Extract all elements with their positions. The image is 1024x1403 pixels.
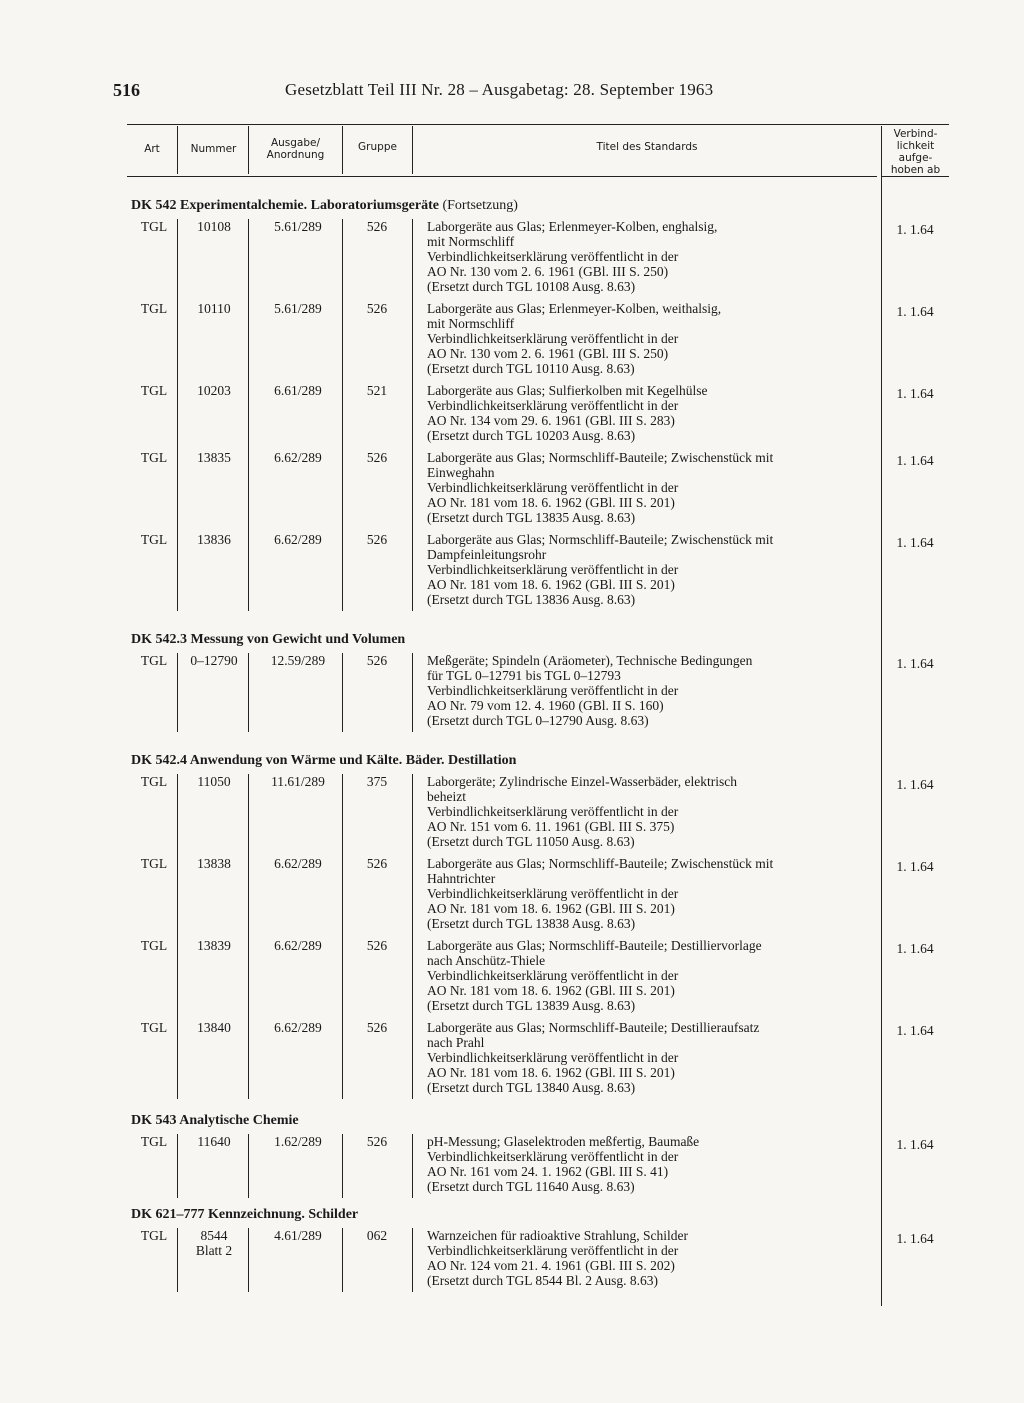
nummer-cell (179, 450, 249, 465)
ausgabe-cell: 6.62/289 (274, 1020, 322, 1035)
gruppe-cell: 526 (366, 301, 388, 316)
title-line: (Ersetzt durch TGL 11050 Ausg. 8.63) (427, 834, 635, 849)
col-divider (412, 219, 413, 611)
section-continuation: (Fortsetzung) (442, 198, 518, 213)
nummer-cell (179, 383, 249, 398)
col-divider (248, 1134, 249, 1198)
nummer-cell (179, 653, 249, 668)
col-divider (412, 1228, 413, 1292)
date-cell: 1. 1.64 (896, 222, 934, 237)
date-cell: 1. 1.64 (896, 777, 934, 792)
title-line: AO Nr. 151 vom 6. 11. 1961 (GBl. III S. 375) (427, 819, 675, 834)
section-title-text: DK 621–777 Kennzeichnung. Schilder (131, 1207, 359, 1222)
nummer-cell (179, 856, 249, 871)
title-line: Laborgeräte; Zylindrische Einzel-Wasserbäder, elektrisch (427, 774, 737, 789)
nummer-line: 13836 (197, 532, 231, 547)
col-divider (342, 219, 343, 611)
gruppe-cell: 375 (366, 774, 388, 789)
title-line: Verbindlichkeitserklärung veröffentlicht in der (427, 398, 679, 413)
section-title (131, 198, 518, 214)
art-cell: TGL (140, 450, 168, 465)
gruppe-cell: 526 (366, 1020, 388, 1035)
title-line: Verbindlichkeitserklärung veröffentlicht in der (427, 480, 679, 495)
title-line: Verbindlichkeitserklärung veröffentlicht in der (427, 1050, 679, 1065)
date-cell: 1. 1.64 (896, 453, 934, 468)
col-header-verbindlich-line: hoben ab (890, 164, 941, 176)
col-divider (177, 774, 178, 1099)
ausgabe-cell: 6.62/289 (274, 938, 322, 953)
art-cell: TGL (140, 774, 168, 789)
title-cell (427, 383, 887, 443)
ausgabe-cell: 6.62/289 (274, 450, 322, 465)
title-line: nach Anschütz-Thiele (427, 953, 546, 968)
col-divider (177, 653, 178, 732)
title-line: AO Nr. 181 vom 18. 6. 1962 (GBl. III S. 201) (427, 495, 675, 510)
title-line: Warnzeichen für radioaktive Strahlung, Schilder (427, 1228, 688, 1243)
date-cell: 1. 1.64 (896, 304, 934, 319)
col-divider (248, 774, 249, 1099)
table-header-rule (127, 176, 877, 177)
section-title-text: DK 542 Experimentalchemie. Laboratoriumsgeräte (131, 198, 439, 213)
col-header-ausgabe-line: Anordnung (266, 149, 325, 161)
title-cell (427, 774, 887, 849)
title-line: AO Nr. 130 vom 2. 6. 1961 (GBl. III S. 250) (427, 346, 669, 361)
title-line: beheizt (427, 789, 466, 804)
nummer-line: 13840 (197, 1020, 231, 1035)
col-header-ausgabe-line: Ausgabe/ (270, 137, 321, 149)
ausgabe-cell: 12.59/289 (270, 653, 326, 668)
page-header (113, 80, 954, 106)
col-divider (248, 653, 249, 732)
title-line: Laborgeräte aus Glas; Normschliff-Bauteile; Zwischenstück mit (427, 450, 774, 465)
art-cell: TGL (140, 653, 168, 668)
title-line: AO Nr. 181 vom 18. 6. 1962 (GBl. III S. 201) (427, 577, 675, 592)
title-cell (427, 450, 887, 525)
title-line: (Ersetzt durch TGL 13839 Ausg. 8.63) (427, 998, 636, 1013)
title-line: Verbindlichkeitserklärung veröffentlicht in der (427, 249, 679, 264)
title-line: AO Nr. 181 vom 18. 6. 1962 (GBl. III S. 201) (427, 901, 675, 916)
title-line: (Ersetzt durch TGL 13836 Ausg. 8.63) (427, 592, 636, 607)
nummer-line: 10108 (197, 219, 231, 234)
col-divider (412, 1134, 413, 1198)
art-cell: TGL (140, 532, 168, 547)
section-title (131, 1113, 299, 1129)
art-cell: TGL (140, 938, 168, 953)
col-header-gruppe: Gruppe (358, 141, 397, 153)
title-line: Verbindlichkeitserklärung veröffentlicht in der (427, 1243, 679, 1258)
nummer-cell (179, 1228, 249, 1258)
title-line: (Ersetzt durch TGL 10110 Ausg. 8.63) (427, 361, 635, 376)
title-cell (427, 1228, 887, 1288)
col-divider (177, 126, 178, 174)
title-line: (Ersetzt durch TGL 11640 Ausg. 8.63) (427, 1179, 635, 1194)
nummer-cell (179, 1134, 249, 1149)
nummer-cell (179, 938, 249, 953)
gruppe-cell: 526 (366, 450, 388, 465)
ausgabe-cell: 6.61/289 (274, 383, 322, 398)
section-title (131, 1207, 358, 1223)
standards-table (127, 124, 949, 1304)
title-line: Laborgeräte aus Glas; Normschliff-Bauteile; Destillieraufsatz (427, 1020, 760, 1035)
ausgabe-cell: 6.62/289 (274, 856, 322, 871)
title-cell (427, 532, 887, 607)
col-header-verbindlich-rule (881, 176, 949, 177)
title-line: mit Normschliff (427, 316, 515, 331)
title-line: AO Nr. 124 vom 21. 4. 1961 (GBl. III S. 202) (427, 1258, 675, 1273)
title-line: (Ersetzt durch TGL 8544 Bl. 2 Ausg. 8.63) (427, 1273, 658, 1288)
ausgabe-cell: 6.62/289 (274, 532, 322, 547)
nummer-line: 13835 (197, 450, 231, 465)
ausgabe-cell: 4.61/289 (274, 1228, 322, 1243)
art-cell: TGL (140, 856, 168, 871)
title-line: Laborgeräte aus Glas; Erlenmeyer-Kolben, enghalsig, (427, 219, 718, 234)
title-line: Laborgeräte aus Glas; Normschliff-Bauteile; Destilliervorlage (427, 938, 762, 953)
title-cell (427, 938, 887, 1013)
title-line: AO Nr. 161 vom 24. 1. 1962 (GBl. III S. 41) (427, 1164, 669, 1179)
col-divider (342, 653, 343, 732)
date-cell: 1. 1.64 (896, 1231, 934, 1246)
gruppe-cell: 526 (366, 856, 388, 871)
title-line: Laborgeräte aus Glas; Normschliff-Bauteile; Zwischenstück mit (427, 532, 774, 547)
col-header-verbindlich (882, 128, 949, 176)
nummer-line: 13838 (197, 856, 231, 871)
nummer-cell (179, 1020, 249, 1035)
nummer-line: Blatt 2 (195, 1243, 233, 1258)
title-line: für TGL 0–12791 bis TGL 0–12793 (427, 668, 621, 683)
title-line: Verbindlichkeitserklärung veröffentlicht in der (427, 968, 679, 983)
title-line: AO Nr. 181 vom 18. 6. 1962 (GBl. III S. 201) (427, 983, 675, 998)
nummer-line: 8544 (200, 1228, 228, 1243)
date-cell: 1. 1.64 (896, 386, 934, 401)
nummer-line: 0–12790 (190, 653, 238, 668)
ausgabe-cell: 5.61/289 (274, 219, 322, 234)
title-cell (427, 1134, 887, 1194)
title-line: AO Nr. 130 vom 2. 6. 1961 (GBl. III S. 250) (427, 264, 669, 279)
gruppe-cell: 526 (366, 938, 388, 953)
col-divider (342, 1134, 343, 1198)
nummer-line: 10203 (197, 383, 231, 398)
section-title-text: DK 542.4 Anwendung von Wärme und Kälte. Bäder. Destillation (131, 753, 517, 768)
ausgabe-cell: 5.61/289 (274, 301, 322, 316)
section-title (131, 632, 405, 648)
title-line: Verbindlichkeitserklärung veröffentlicht in der (427, 331, 679, 346)
title-cell (427, 653, 887, 728)
col-divider (342, 774, 343, 1099)
title-line: (Ersetzt durch TGL 13835 Ausg. 8.63) (427, 510, 636, 525)
title-line: Laborgeräte aus Glas; Sulfierkolben mit Kegelhülse (427, 383, 708, 398)
col-divider (248, 219, 249, 611)
gruppe-cell: 062 (366, 1228, 388, 1243)
col-header-art: Art (144, 143, 160, 155)
title-line: AO Nr. 181 vom 18. 6. 1962 (GBl. III S. 201) (427, 1065, 675, 1080)
title-line: (Ersetzt durch TGL 10203 Ausg. 8.63) (427, 428, 636, 443)
section-title (131, 753, 516, 769)
title-cell (427, 856, 887, 931)
nummer-line: 11050 (197, 774, 231, 789)
title-line: pH-Messung; Glaselektroden meßfertig, Baumaße (427, 1134, 700, 1149)
nummer-cell (179, 774, 249, 789)
col-divider (177, 219, 178, 611)
col-header-verbindlich-line: aufge- (898, 152, 933, 164)
title-line: Dampfeinleitungsrohr (427, 547, 547, 562)
nummer-line: 11640 (197, 1134, 231, 1149)
title-cell (427, 301, 887, 376)
title-line: (Ersetzt durch TGL 13840 Ausg. 8.63) (427, 1080, 636, 1095)
page-number: 516 (113, 80, 140, 100)
gruppe-cell: 526 (366, 653, 388, 668)
art-cell: TGL (140, 383, 168, 398)
title-line: Meßgeräte; Spindeln (Aräometer), Technische Bedingungen (427, 653, 753, 668)
ausgabe-cell: 1.62/289 (274, 1134, 322, 1149)
col-divider (248, 1228, 249, 1292)
title-line: (Ersetzt durch TGL 0–12790 Ausg. 8.63) (427, 713, 649, 728)
gruppe-cell: 521 (366, 383, 388, 398)
title-cell (427, 1020, 887, 1095)
art-cell: TGL (140, 1228, 168, 1243)
col-divider (177, 1228, 178, 1292)
date-cell: 1. 1.64 (896, 535, 934, 550)
ausgabe-cell: 11.61/289 (271, 774, 325, 789)
title-cell (427, 219, 887, 294)
col-header-ausgabe (249, 137, 342, 161)
art-cell: TGL (140, 219, 168, 234)
col-header-verbindlich-line: Verbind- (893, 128, 938, 140)
nummer-cell (179, 532, 249, 547)
gruppe-cell: 526 (366, 219, 388, 234)
gazette-title: Gesetzblatt Teil III Nr. 28 – Ausgabetag: 28. September 1963 (285, 80, 714, 99)
col-divider (412, 774, 413, 1099)
title-line: Verbindlichkeitserklärung veröffentlicht in der (427, 683, 679, 698)
section-title-text: DK 543 Analytische Chemie (131, 1113, 299, 1128)
title-line: mit Normschliff (427, 234, 515, 249)
section-title-text: DK 542.3 Messung von Gewicht und Volumen (131, 632, 406, 647)
col-divider (177, 1134, 178, 1198)
nummer-line: 10110 (197, 301, 231, 316)
title-line: AO Nr. 134 vom 29. 6. 1961 (GBl. III S. 283) (427, 413, 675, 428)
col-header-titel: Titel des Standards (596, 141, 698, 153)
gruppe-cell: 526 (366, 532, 388, 547)
nummer-cell (179, 301, 249, 316)
date-cell: 1. 1.64 (896, 1137, 934, 1152)
title-line: AO Nr. 79 vom 12. 4. 1960 (GBl. II S. 160) (427, 698, 664, 713)
title-line: Verbindlichkeitserklärung veröffentlicht in der (427, 562, 679, 577)
title-line: Einweghahn (427, 465, 495, 480)
title-line: Verbindlichkeitserklärung veröffentlicht in der (427, 886, 679, 901)
title-line: (Ersetzt durch TGL 13838 Ausg. 8.63) (427, 916, 636, 931)
table-top-rule (127, 124, 949, 125)
title-line: Hahntrichter (427, 871, 496, 886)
title-line: Laborgeräte aus Glas; Erlenmeyer-Kolben, weithalsig, (427, 301, 722, 316)
nummer-cell (179, 219, 249, 234)
date-cell: 1. 1.64 (896, 1023, 934, 1038)
col-divider (342, 1228, 343, 1292)
gruppe-cell: 526 (366, 1134, 388, 1149)
title-line: (Ersetzt durch TGL 10108 Ausg. 8.63) (427, 279, 636, 294)
date-cell: 1. 1.64 (896, 859, 934, 874)
date-cell: 1. 1.64 (896, 941, 934, 956)
nummer-line: 13839 (197, 938, 231, 953)
col-header-nummer: Nummer (190, 143, 237, 155)
art-cell: TGL (140, 1134, 168, 1149)
col-header-verbindlich-line: lichkeit (896, 140, 935, 152)
art-cell: TGL (140, 1020, 168, 1035)
title-line: nach Prahl (427, 1035, 485, 1050)
col-divider (412, 653, 413, 732)
art-cell: TGL (140, 301, 168, 316)
title-line: Verbindlichkeitserklärung veröffentlicht in der (427, 1149, 679, 1164)
date-cell: 1. 1.64 (896, 656, 934, 671)
title-line: Verbindlichkeitserklärung veröffentlicht in der (427, 804, 679, 819)
title-line: Laborgeräte aus Glas; Normschliff-Bauteile; Zwischenstück mit (427, 856, 774, 871)
